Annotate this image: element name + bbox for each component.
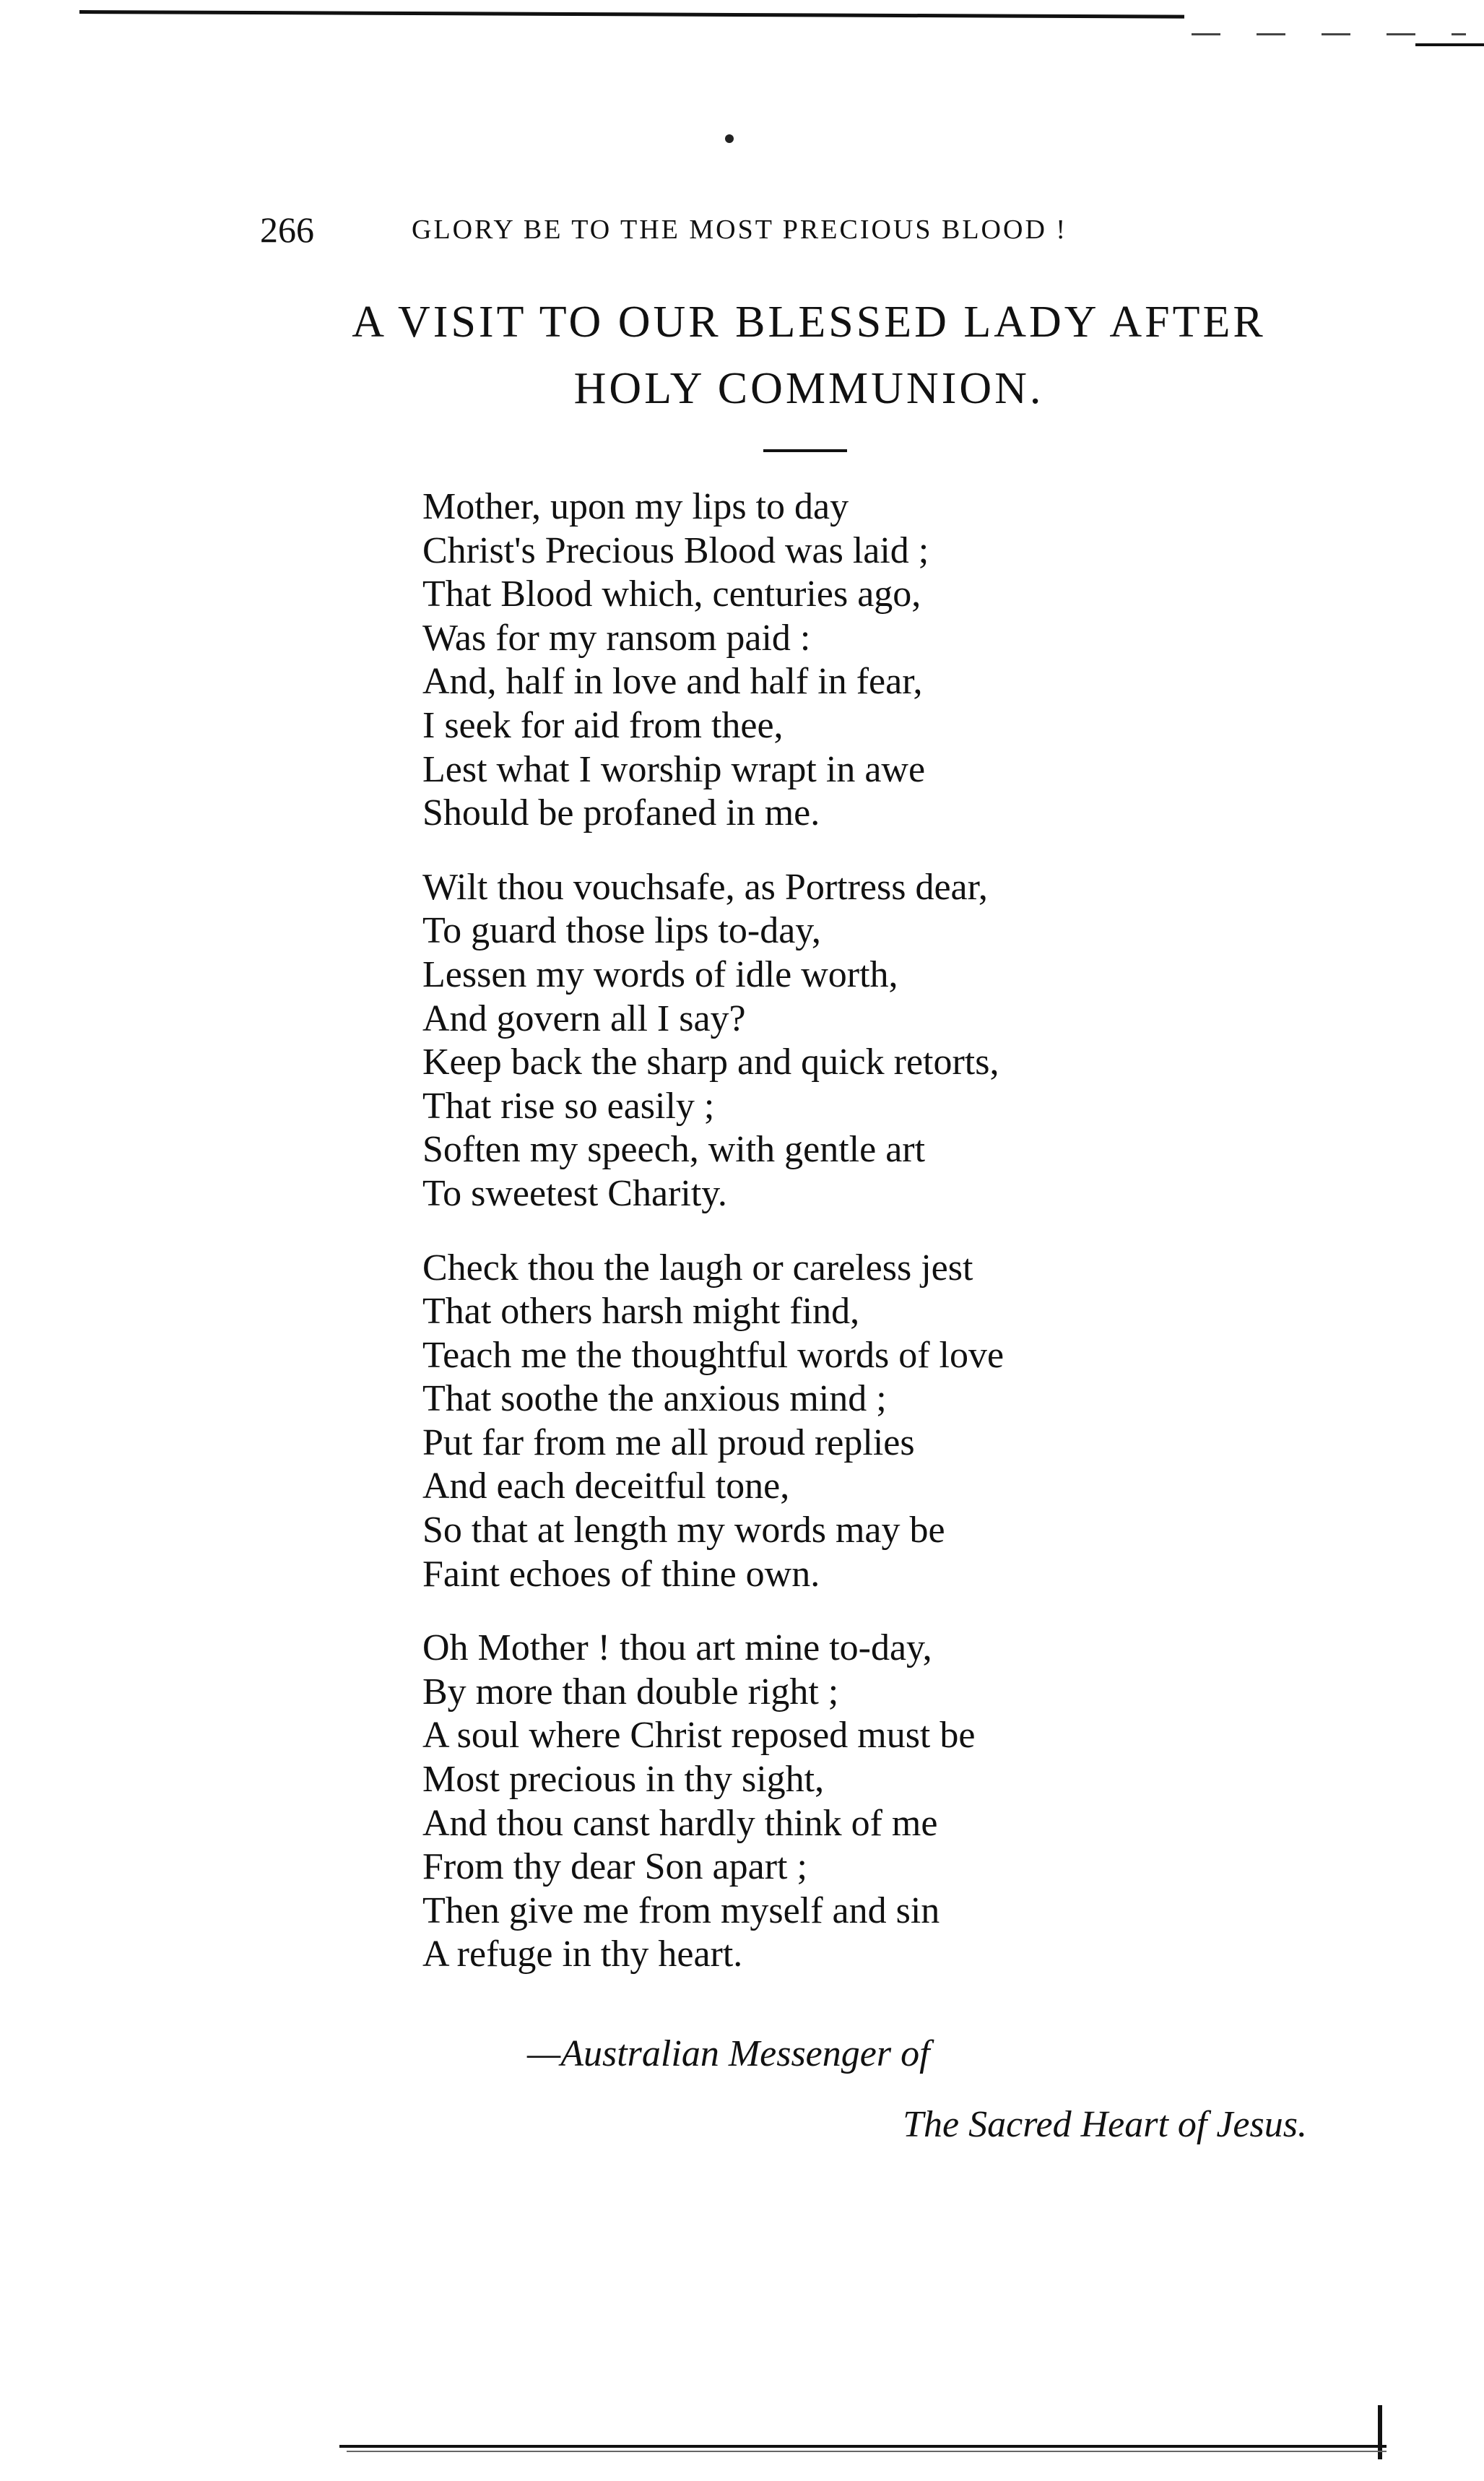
- stanza-1: [422, 485, 1289, 836]
- poem-line: A soul where Christ reposed must be: [422, 1715, 976, 1757]
- top-rule-right: [1415, 43, 1484, 46]
- poem-line: To sweetest Charity.: [422, 1172, 727, 1214]
- poem-line: Check thou the laugh or careless jest: [422, 1247, 973, 1289]
- poem-line: And each deceitful tone,: [422, 1465, 790, 1507]
- poem-line: So that at length my words may be: [422, 1510, 945, 1551]
- bottom-rule: [339, 2445, 1387, 2448]
- poem-line: Mother, upon my lips to day: [422, 486, 849, 527]
- stanza-3: [422, 1247, 1289, 1597]
- poem-line: A refuge in thy heart.: [422, 1934, 743, 1975]
- ink-speck: [725, 134, 734, 143]
- poem-line: Oh Mother ! thou art mine to-day,: [422, 1627, 932, 1669]
- running-title: GLORY BE TO THE MOST PRECIOUS BLOOD !: [412, 215, 1068, 245]
- poem-line: And thou canst hardly think of me: [422, 1802, 938, 1844]
- poem-line: Lessen my words of idle worth,: [422, 953, 898, 995]
- poem-title-line-1: A VISIT TO OUR BLESSED LADY AFTER: [352, 298, 1266, 347]
- poem-line: That others harsh might find,: [422, 1291, 860, 1333]
- attribution-line-1: —Australian Messenger of: [527, 2033, 930, 2074]
- attribution: [527, 2019, 1307, 2160]
- poem-line: And govern all I say?: [422, 997, 746, 1039]
- poem-line: And, half in love and half in fear,: [422, 661, 923, 703]
- stanza-2: [422, 866, 1289, 1216]
- poem-line: Was for my ransom paid :: [422, 617, 811, 659]
- page-number: 266: [260, 209, 314, 250]
- attribution-line-2: The Sacred Heart of Jesus.: [903, 2104, 1307, 2145]
- poem-line: Teach me the thoughtful words of love: [422, 1334, 1004, 1376]
- poem-line: Soften my speech, with gentle art: [422, 1129, 926, 1171]
- stanza-4: [422, 1627, 1289, 1977]
- poem-line: Wilt thou vouchsafe, as Portress dear,: [422, 866, 988, 908]
- poem-line: From thy dear Son apart ;: [422, 1846, 807, 1888]
- bottom-rule-shadow: [347, 2451, 1387, 2452]
- top-rule: [79, 10, 1184, 19]
- top-rule-fade: [1192, 33, 1466, 35]
- poem-line: Keep back the sharp and quick retorts,: [422, 1042, 999, 1083]
- running-head: [260, 208, 1228, 251]
- poem-line: To guard those lips to-day,: [422, 910, 821, 952]
- poem-body: [422, 485, 1289, 2007]
- poem-line: Christ's Precious Blood was laid ;: [422, 529, 929, 571]
- poem-line: That soothe the anxious mind ;: [422, 1378, 887, 1420]
- poem-line: Put far from me all proud replies: [422, 1421, 915, 1463]
- title-divider: [763, 449, 847, 452]
- poem-title: [274, 289, 1343, 422]
- poem-line: I seek for aid from thee,: [422, 704, 784, 746]
- poem-line: Should be profaned in me.: [422, 792, 820, 834]
- poem-line: That Blood which, centuries ago,: [422, 573, 921, 615]
- poem-line: Faint echoes of thine own.: [422, 1553, 820, 1595]
- poem-title-line-2: HOLY COMMUNION.: [573, 364, 1044, 413]
- poem-line: Lest what I worship wrapt in awe: [422, 748, 926, 790]
- poem-line: By more than double right ;: [422, 1671, 839, 1713]
- poem-line: Then give me from myself and sin: [422, 1889, 940, 1931]
- poem-line: Most precious in thy sight,: [422, 1759, 825, 1801]
- poem-line: That rise so easily ;: [422, 1085, 715, 1127]
